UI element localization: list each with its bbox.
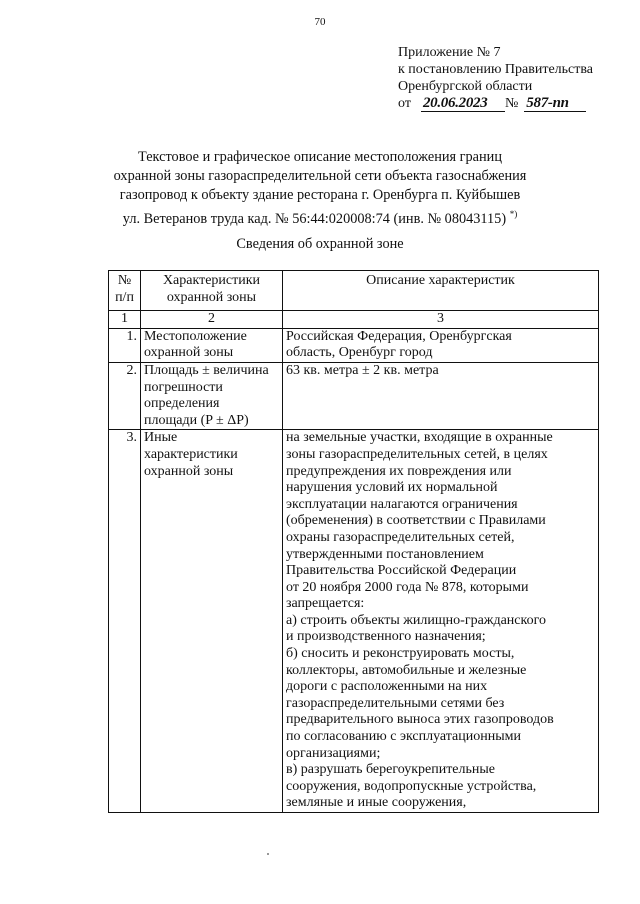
- header-desc: [283, 271, 599, 311]
- description-line: на земельные участки, входящие в охранные: [286, 430, 553, 446]
- description-line: в) разрушать берегоукрепительные: [286, 762, 496, 778]
- row-description: [283, 430, 599, 813]
- appendix-date-row: [398, 95, 593, 112]
- characteristic-line: площади (P ± ΔP): [144, 412, 249, 428]
- characteristic-line: Местоположение: [144, 328, 247, 344]
- number-prefix: №: [504, 96, 519, 111]
- table-row: [109, 362, 599, 429]
- page-number: 70: [314, 16, 326, 28]
- description-line: утвержденными постановлением: [286, 546, 484, 562]
- header-num-line: п/п: [115, 289, 134, 305]
- row-description: [283, 362, 599, 429]
- description-line: от 20 ноября 2000 года № 878, которыми: [286, 579, 529, 595]
- row-number: 2.: [109, 362, 141, 429]
- characteristic-line: определения: [144, 396, 220, 412]
- title-line: охранной зоны газораспределительной сети объекта газоснабжения: [113, 168, 527, 184]
- appendix-line: к постановлению Правительства: [398, 62, 594, 77]
- characteristic-line: охранной зоны: [144, 463, 234, 479]
- handwritten-date: 20.06.2023: [421, 96, 505, 112]
- title-line: газопровод к объекту здание ресторана г. Оренбурга п. Куйбышев: [119, 187, 521, 203]
- description-line: организациями;: [286, 745, 381, 761]
- description-line: эксплуатации налагаются ограничения: [286, 496, 518, 512]
- description-line: газораспределительными сетями без: [286, 695, 505, 711]
- title-line: [0, 205, 640, 229]
- description-line: земляные и иные сооружения,: [286, 795, 467, 811]
- description-line: нарушения условий их нормальной: [286, 480, 498, 496]
- protection-zone-table: [108, 270, 599, 813]
- description-line: предварительного выноса этих газопроводов: [286, 712, 554, 728]
- description-line: охраны газораспределительных сетей,: [286, 529, 515, 545]
- title-line: Текстовое и графическое описание местоположения границ: [138, 149, 502, 165]
- title-line-text: ул. Ветеранов труда кад. № 56:44:020008:74 (инв. № 08043115): [122, 211, 507, 227]
- table-row: [109, 430, 599, 813]
- scan-artifact: [267, 853, 269, 855]
- description-line: Российская Федерация, Оренбургская: [286, 328, 512, 344]
- index-cell: 2: [141, 311, 283, 329]
- index-cell: 3: [283, 311, 599, 329]
- date-prefix: от: [398, 96, 411, 111]
- index-cell: 1: [109, 311, 141, 329]
- description-line: и производственного назначения;: [286, 629, 486, 645]
- table-row: [109, 328, 599, 362]
- row-characteristic: [141, 328, 283, 362]
- header-num: [109, 271, 141, 311]
- description-line: б) сносить и реконструировать мосты,: [286, 646, 515, 662]
- characteristic-line: Иные: [144, 430, 178, 446]
- header-num-line: №: [117, 273, 132, 288]
- characteristic-line: характеристики: [144, 446, 238, 462]
- row-characteristic: [141, 362, 283, 429]
- description-line: дороги с расположенными на них: [286, 679, 488, 695]
- header-desc-line: Описание характеристик: [366, 273, 515, 288]
- header-name-line: охранной зоны: [166, 289, 257, 305]
- table-body: [109, 328, 599, 812]
- appendix-line: Оренбургской области: [398, 79, 533, 94]
- description-line: по согласованию с эксплуатационными: [286, 729, 521, 745]
- characteristic-line: охранной зоны: [144, 345, 234, 361]
- description-line: зоны газораспределительных сетей, в целях: [286, 446, 548, 462]
- row-number: 3.: [109, 430, 141, 813]
- section-title: Сведения об охранной зоне: [236, 236, 404, 252]
- description-line: коллекторы, автомобильные и железные: [286, 662, 527, 678]
- handwritten-number: 587-пп: [524, 96, 586, 112]
- description-line: область, Оренбург город: [286, 345, 433, 361]
- appendix-line: Приложение № 7: [398, 45, 501, 60]
- description-line: предупреждения их повреждения или: [286, 463, 512, 479]
- table-header-row: [109, 271, 599, 311]
- characteristic-line: Площадь ± величина: [144, 362, 269, 378]
- header-name-line: Характеристики: [162, 273, 261, 288]
- document-title: [0, 148, 640, 229]
- description-line: (обременения) в соответствии с Правилами: [286, 513, 546, 529]
- description-line: запрещается:: [286, 596, 365, 612]
- header-name: [141, 271, 283, 311]
- description-line: 63 кв. метра ± 2 кв. метра: [286, 362, 439, 378]
- row-characteristic: [141, 430, 283, 813]
- description-line: Правительства Российской Федерации: [286, 563, 517, 579]
- appendix-block: [398, 44, 593, 112]
- row-description: [283, 328, 599, 362]
- footnote-mark: *): [509, 209, 518, 219]
- table-index-row: [109, 311, 599, 329]
- description-line: сооружения, водопропускные устройства,: [286, 778, 537, 794]
- row-number: 1.: [109, 328, 141, 362]
- description-line: а) строить объекты жилищно-гражданского: [286, 612, 546, 628]
- characteristic-line: погрешности: [144, 379, 223, 395]
